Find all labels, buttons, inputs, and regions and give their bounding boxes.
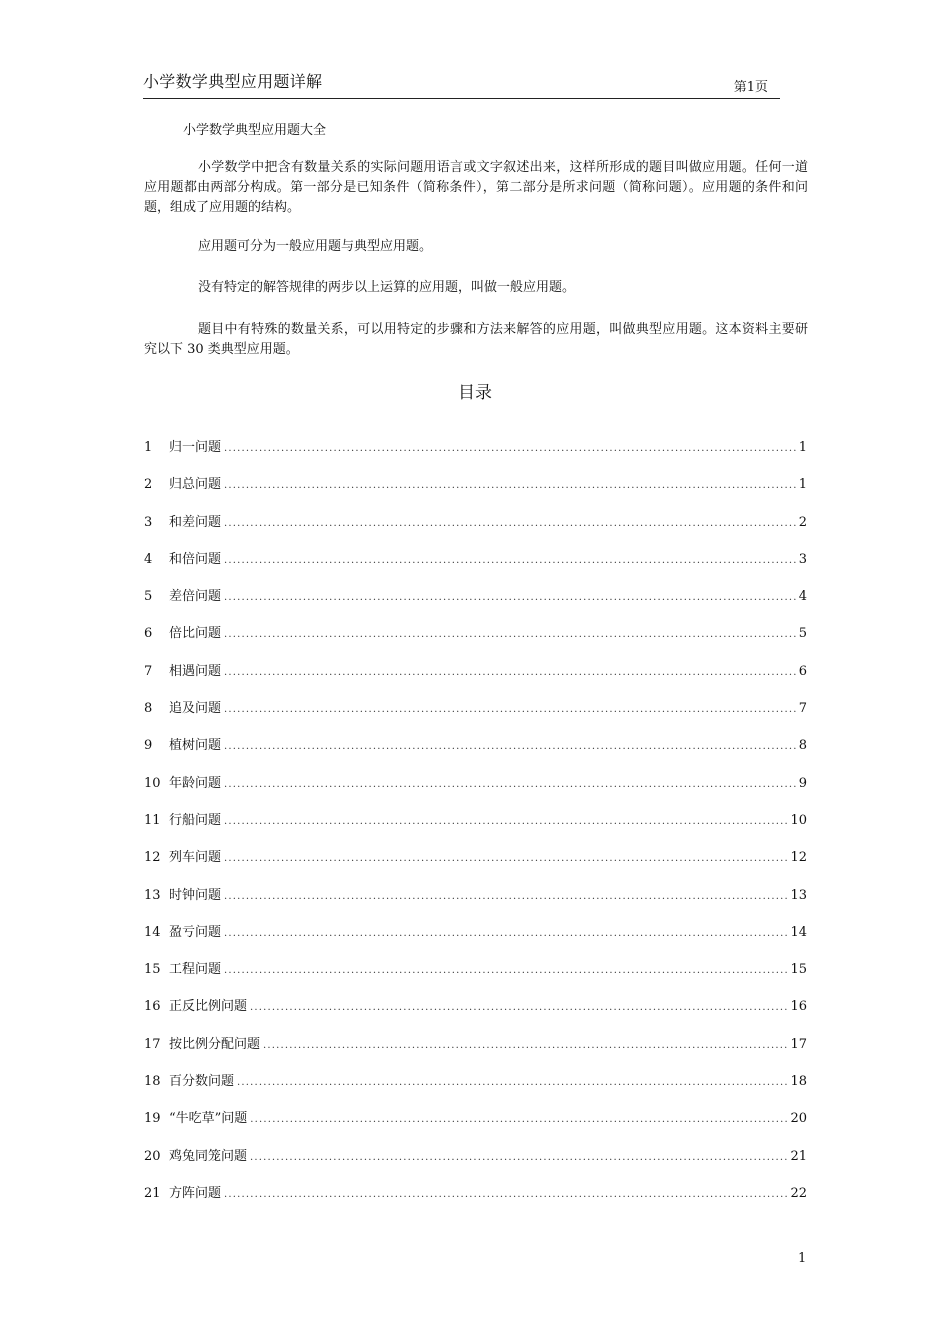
- toc-item[interactable]: [144, 921, 807, 958]
- toc-dot-leader: [224, 928, 789, 939]
- toc-item[interactable]: [144, 548, 807, 585]
- toc-dot-leader: [250, 1152, 789, 1163]
- toc-item-page: 3: [798, 551, 807, 567]
- toc-dot-leader: [224, 704, 798, 715]
- toc-item[interactable]: [144, 511, 807, 548]
- toc-item-page: 22: [790, 1185, 807, 1201]
- toc-item-label: 归总问题: [169, 477, 222, 493]
- toc-dot-leader: [224, 1189, 789, 1200]
- toc-dot-leader: [224, 518, 798, 529]
- toc-item[interactable]: [144, 622, 807, 659]
- typical-problem-paragraph: 题目中有特殊的数量关系，可以用特定的步骤和方法来解答的应用题，叫做典型应用题。这本资料主要研究以下 30 类典型应用题。: [144, 322, 808, 357]
- toc-dot-leader: [263, 1040, 789, 1051]
- page-number: 1: [798, 1251, 807, 1266]
- toc-item-page: 21: [790, 1148, 807, 1164]
- toc-item-number: 12: [144, 850, 161, 866]
- toc-item-page: 17: [790, 1036, 807, 1052]
- toc-dot-leader: [224, 891, 789, 902]
- toc-item[interactable]: [144, 1033, 807, 1070]
- toc-item-page: 5: [798, 626, 807, 642]
- toc-item-page: 2: [798, 514, 807, 530]
- toc-item-label: 年龄问题: [169, 775, 222, 791]
- toc-item[interactable]: [144, 1182, 807, 1219]
- toc-item[interactable]: [144, 958, 807, 995]
- toc-item-page: 4: [798, 589, 807, 605]
- toc-item-page: 8: [798, 738, 807, 754]
- toc-item[interactable]: [144, 734, 807, 771]
- toc-item-number: 19: [144, 1111, 161, 1127]
- toc-item-number: 10: [144, 775, 161, 791]
- toc-item-page: 18: [790, 1074, 807, 1090]
- toc-item-number: 9: [144, 738, 153, 754]
- toc-item[interactable]: [144, 697, 807, 734]
- toc-item-page: 9: [798, 775, 807, 791]
- toc-item[interactable]: [144, 1070, 807, 1107]
- toc-item-number: 11: [144, 812, 161, 828]
- toc-item-number: 6: [144, 626, 153, 642]
- classification-paragraph: 应用题可分为一般应用题与典型应用题。: [198, 239, 433, 254]
- toc-item-page: 15: [790, 962, 807, 978]
- toc-item[interactable]: [144, 884, 807, 921]
- toc-dot-leader: [224, 965, 789, 976]
- header-title: 小学数学典型应用题详解: [143, 72, 323, 91]
- toc-dot-leader: [224, 629, 798, 640]
- toc-item-label: 工程问题: [169, 962, 222, 978]
- toc-item-number: 21: [144, 1185, 161, 1201]
- toc-item-label: 和倍问题: [169, 551, 222, 567]
- toc-item-label: 和差问题: [169, 514, 222, 530]
- intro-paragraph: 小学数学中把含有数量关系的实际问题用语言或文字叙述出来，这样所形成的题目叫做应用题。任何一道应用题都由两部分构成。第一部分是已知条件（简称条件），第二部分是所求问题（简称问题）。应用题的条件和问题，组成了应用题的结构。: [144, 160, 808, 215]
- toc-dot-leader: [250, 1114, 789, 1125]
- toc-dot-leader: [224, 741, 798, 752]
- toc-dot-leader: [224, 555, 798, 566]
- toc-item-label: 归一问题: [169, 440, 222, 455]
- toc-dot-leader: [237, 1077, 789, 1088]
- header-page-label: 第1页: [733, 80, 768, 95]
- toc-item-page: 14: [790, 924, 807, 940]
- toc-item-label: 差倍问题: [169, 589, 222, 605]
- toc-dot-leader: [224, 443, 798, 454]
- toc-item-page: 10: [790, 812, 807, 828]
- toc-item-label: 行船问题: [169, 812, 222, 828]
- toc-item-label: 植树问题: [169, 738, 222, 754]
- toc-title: 目录: [458, 383, 492, 403]
- toc-dot-leader: [224, 667, 798, 678]
- toc-dot-leader: [224, 779, 798, 790]
- toc-item-number: 8: [144, 701, 153, 717]
- toc-item[interactable]: [144, 1145, 807, 1182]
- toc-item-page: 16: [790, 999, 807, 1015]
- toc-item-number: 2: [144, 477, 153, 493]
- toc-item-label: 按比例分配问题: [169, 1036, 261, 1052]
- toc-item-label: “牛吃草”问题: [169, 1111, 248, 1127]
- toc-item-label: 正反比例问题: [169, 999, 248, 1015]
- toc-item-number: 3: [144, 514, 153, 530]
- toc-item-number: 4: [144, 551, 153, 567]
- toc-item-number: 14: [144, 924, 161, 940]
- toc-item-number: 17: [144, 1036, 161, 1052]
- toc-item-label: 鸡兔同笼问题: [169, 1148, 248, 1164]
- toc-item[interactable]: [144, 995, 807, 1032]
- page-header: [143, 62, 780, 99]
- toc-item-label: 盈亏问题: [169, 924, 222, 940]
- toc-dot-leader: [224, 592, 798, 603]
- toc-item-label: 追及问题: [169, 701, 222, 717]
- toc-item[interactable]: [144, 809, 807, 846]
- general-problem-paragraph: 没有特定的解答规律的两步以上运算的应用题，叫做一般应用题。: [198, 280, 576, 295]
- table-of-contents: [144, 436, 807, 1219]
- toc-item-label: 方阵问题: [169, 1185, 222, 1201]
- toc-item-page: 13: [790, 887, 807, 903]
- toc-item-page: 20: [790, 1111, 807, 1127]
- toc-item[interactable]: [144, 585, 807, 622]
- toc-item-number: 13: [144, 887, 161, 903]
- toc-item-number: 16: [144, 999, 161, 1015]
- toc-item-number: 1: [144, 440, 153, 455]
- document-title: 小学数学典型应用题大全: [183, 123, 327, 138]
- toc-item[interactable]: [144, 660, 807, 697]
- toc-item-number: 5: [144, 589, 153, 605]
- toc-dot-leader: [224, 480, 798, 491]
- toc-item-number: 7: [144, 663, 153, 679]
- toc-dot-leader: [224, 816, 789, 827]
- toc-item[interactable]: [144, 473, 807, 510]
- toc-item-number: 20: [144, 1148, 161, 1164]
- toc-item-page: 1: [798, 477, 807, 493]
- toc-item-label: 列车问题: [169, 850, 222, 866]
- toc-item[interactable]: [144, 436, 807, 473]
- toc-item-page: 1: [798, 440, 807, 455]
- toc-item-number: 18: [144, 1074, 161, 1090]
- toc-item-page: 12: [790, 850, 807, 866]
- toc-item-page: 6: [798, 663, 807, 679]
- toc-item[interactable]: [144, 1107, 807, 1144]
- toc-item-page: 7: [798, 701, 807, 717]
- toc-item-label: 倍比问题: [169, 626, 222, 642]
- toc-item[interactable]: [144, 772, 807, 809]
- toc-item-label: 时钟问题: [169, 887, 222, 903]
- toc-item-label: 百分数问题: [169, 1074, 235, 1090]
- toc-item[interactable]: [144, 846, 807, 883]
- toc-dot-leader: [224, 853, 789, 864]
- toc-dot-leader: [250, 1002, 789, 1013]
- toc-item-number: 15: [144, 962, 161, 978]
- toc-item-label: 相遇问题: [169, 663, 222, 679]
